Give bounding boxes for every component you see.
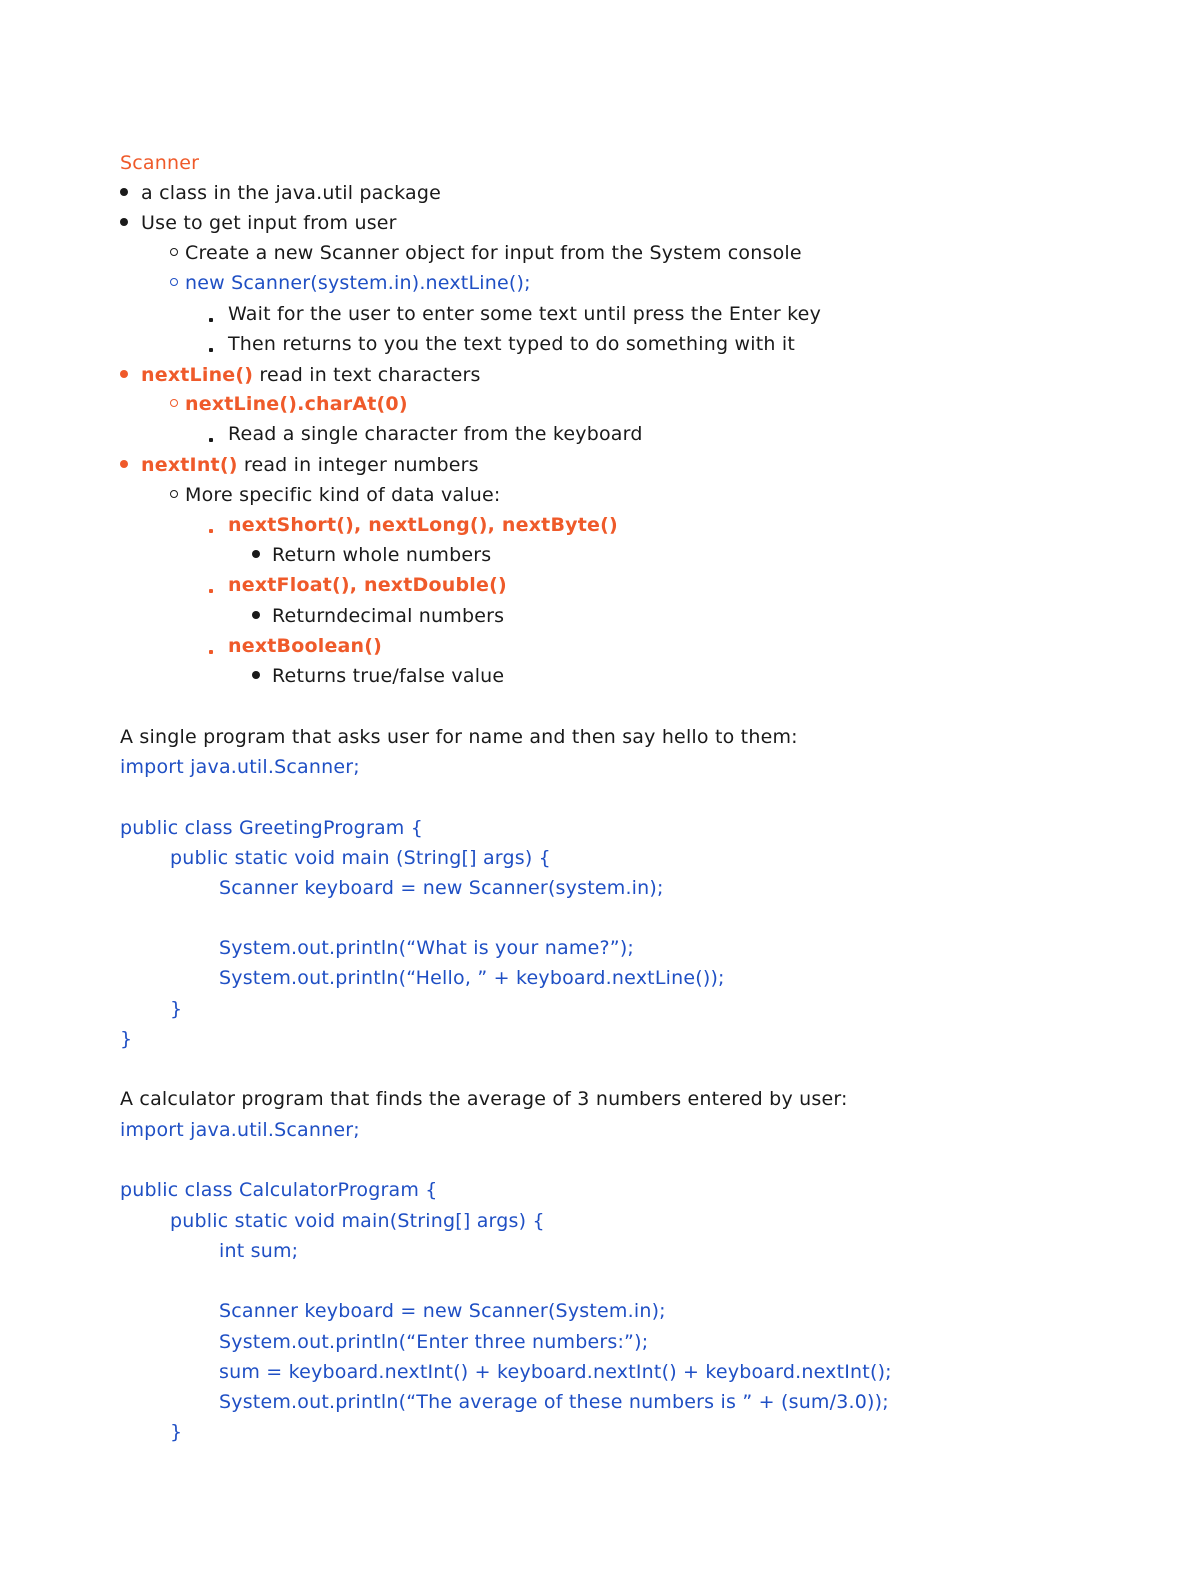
bullet-text bbox=[141, 452, 479, 478]
bullet-text: Return whole numbers bbox=[272, 544, 492, 566]
code-line: int sum; bbox=[219, 1240, 299, 1262]
method-name: nextInt() bbox=[141, 454, 238, 476]
code-line: System.out.println(“The average of these numbers is ” + (sum/3.0)); bbox=[219, 1391, 889, 1413]
code-line: System.out.println(“Enter three numbers:”); bbox=[219, 1331, 649, 1353]
bullet-circle-icon bbox=[170, 248, 178, 256]
bullet-square-icon bbox=[209, 529, 213, 533]
bullet-square-icon bbox=[209, 650, 213, 654]
code-line: } bbox=[170, 1421, 183, 1443]
code-line: public class CalculatorProgram { bbox=[120, 1179, 438, 1201]
bullet-text: a class in the java.util package bbox=[141, 182, 442, 204]
bullet-code-text: nextShort(), nextLong(), nextByte() bbox=[228, 514, 618, 536]
code-line: System.out.println(“What is your name?”); bbox=[219, 937, 635, 959]
bullet-text: Then returns to you the text typed to do something with it bbox=[228, 333, 795, 355]
bullet-code-text: nextFloat(), nextDouble() bbox=[228, 574, 507, 596]
bullet-text bbox=[141, 362, 481, 388]
example-intro: A calculator program that finds the average of 3 numbers entered by user: bbox=[120, 1088, 848, 1110]
bullet-text: Returndecimal numbers bbox=[272, 605, 505, 627]
bullet-square-icon bbox=[209, 589, 213, 593]
code-line: import java.util.Scanner; bbox=[120, 1119, 360, 1141]
bullet-square-icon bbox=[209, 348, 213, 352]
bullet-text: More specific kind of data value: bbox=[185, 484, 501, 506]
method-name: nextLine() bbox=[141, 364, 254, 386]
bullet-text: Returns true/false value bbox=[272, 665, 505, 687]
bullet-text: Use to get input from user bbox=[141, 212, 397, 234]
code-line: import java.util.Scanner; bbox=[120, 756, 360, 778]
bullet-disc-icon bbox=[120, 188, 128, 196]
bullet-disc-icon bbox=[120, 370, 128, 378]
example-intro: A single program that asks user for name and then say hello to them: bbox=[120, 726, 798, 748]
bullet-code-text: nextLine().charAt(0) bbox=[185, 393, 408, 415]
bullet-disc-icon bbox=[120, 460, 128, 468]
notes-heading: Scanner bbox=[120, 152, 200, 174]
code-line: public class GreetingProgram { bbox=[120, 817, 424, 839]
method-desc: read in text characters bbox=[253, 364, 481, 386]
method-desc: read in integer numbers bbox=[237, 454, 479, 476]
bullet-code-text: nextBoolean() bbox=[228, 635, 383, 657]
bullet-text: Wait for the user to enter some text until press the Enter key bbox=[228, 303, 822, 325]
code-line: } bbox=[170, 998, 183, 1020]
bullet-text: Create a new Scanner object for input from the System console bbox=[185, 242, 802, 264]
bullet-circle-icon bbox=[170, 278, 178, 286]
bullet-disc-icon bbox=[252, 611, 260, 619]
bullet-code-text: new Scanner(system.in).nextLine(); bbox=[185, 272, 531, 294]
bullet-circle-icon bbox=[170, 399, 178, 407]
code-line: } bbox=[120, 1028, 133, 1050]
bullet-square-icon bbox=[209, 318, 213, 322]
bullet-square-icon bbox=[209, 438, 213, 442]
bullet-disc-icon bbox=[252, 671, 260, 679]
bullet-circle-icon bbox=[170, 490, 178, 498]
bullet-disc-icon bbox=[252, 550, 260, 558]
code-line: sum = keyboard.nextInt() + keyboard.nextInt() + keyboard.nextInt(); bbox=[219, 1361, 892, 1383]
bullet-disc-icon bbox=[120, 218, 128, 226]
bullet-text: Read a single character from the keyboard bbox=[228, 423, 643, 445]
code-line: public static void main (String[] args) { bbox=[170, 847, 551, 869]
code-line: public static void main(String[] args) { bbox=[170, 1210, 545, 1232]
code-line: System.out.println(“Hello, ” + keyboard.nextLine()); bbox=[219, 967, 725, 989]
code-line: Scanner keyboard = new Scanner(System.in); bbox=[219, 1300, 666, 1322]
code-line: Scanner keyboard = new Scanner(system.in); bbox=[219, 877, 664, 899]
